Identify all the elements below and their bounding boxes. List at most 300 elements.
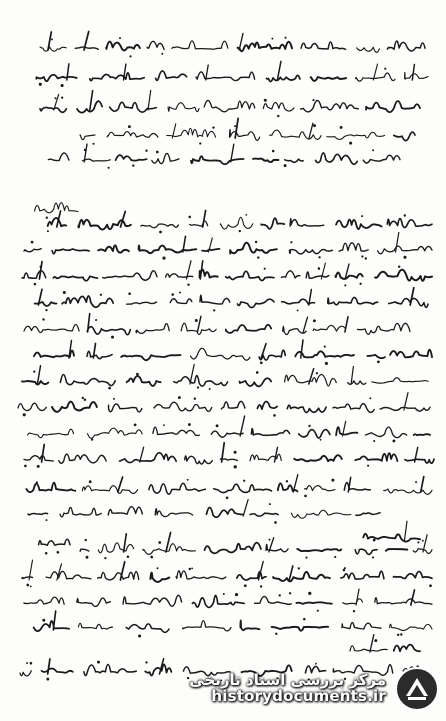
handwritten-word xyxy=(116,155,147,161)
ink-ascender xyxy=(303,317,307,332)
handwritten-word xyxy=(126,624,169,632)
ink-dot xyxy=(31,241,34,244)
ink-dot xyxy=(369,397,371,399)
handwritten-word xyxy=(387,41,425,51)
handwritten-word xyxy=(192,596,244,608)
handwritten-word xyxy=(221,401,245,409)
ink-dot xyxy=(45,552,48,555)
handwritten-word xyxy=(183,621,231,631)
ink-ascender xyxy=(356,589,359,605)
ink-dot xyxy=(316,372,318,374)
handwritten-word xyxy=(82,159,110,161)
ink-dot xyxy=(108,387,111,390)
handwritten-word xyxy=(190,221,208,226)
ink-dot xyxy=(374,639,377,642)
handwritten-word xyxy=(152,153,179,163)
handwritten-word xyxy=(238,299,275,307)
ink-ascender xyxy=(243,500,248,516)
ink-dot xyxy=(46,519,48,521)
ink-dot xyxy=(331,479,334,482)
ink-dot xyxy=(235,593,238,596)
handwritten-word xyxy=(127,302,157,304)
handwritten-word xyxy=(109,404,142,412)
ink-dot xyxy=(234,125,236,127)
ink-dot xyxy=(422,540,424,542)
handwritten-word xyxy=(136,324,169,334)
ink-dot xyxy=(127,555,129,558)
handwritten-word xyxy=(24,324,79,332)
handwritten-word xyxy=(98,572,139,580)
handwritten-word xyxy=(336,427,357,435)
ink-dot xyxy=(289,592,291,594)
ink-dot xyxy=(150,556,153,559)
ink-dot xyxy=(45,309,47,311)
ink-dot xyxy=(373,440,375,442)
ink-dot xyxy=(171,293,174,296)
handwritten-word xyxy=(26,483,75,492)
ink-ascender xyxy=(198,316,201,332)
handwritten-word xyxy=(200,295,230,304)
handwritten-word xyxy=(59,454,106,463)
handwritten-word xyxy=(107,132,158,138)
ink-ascender xyxy=(148,90,151,110)
handwritten-word xyxy=(363,155,400,163)
handwritten-word xyxy=(375,598,432,604)
ink-ascender xyxy=(203,211,206,228)
ink-dot xyxy=(272,150,275,153)
handwritten-word xyxy=(316,153,358,164)
ink-dot xyxy=(429,584,432,587)
ink-dot xyxy=(353,610,355,612)
handwritten-word xyxy=(255,596,292,604)
handwritten-word xyxy=(24,456,53,461)
ink-dot xyxy=(191,568,193,570)
handwritten-word xyxy=(90,73,144,81)
handwritten-word xyxy=(285,159,304,162)
watermark-text xyxy=(189,673,386,705)
handwritten-word xyxy=(311,77,347,81)
handwritten-word xyxy=(220,459,237,461)
handwritten-word xyxy=(22,381,48,385)
ink-dot xyxy=(243,480,245,482)
ink-dot xyxy=(179,292,181,294)
ink-dot xyxy=(213,309,215,311)
handwritten-word xyxy=(106,42,140,51)
ink-dot xyxy=(384,68,386,70)
handwritten-word xyxy=(328,297,378,304)
handwritten-word xyxy=(155,509,192,517)
handwritten-word xyxy=(149,483,206,494)
handwritten-word xyxy=(80,549,89,551)
handwritten-word xyxy=(168,103,199,112)
handwritten-word xyxy=(355,549,377,554)
ink-dot xyxy=(377,361,380,364)
handwritten-word xyxy=(87,351,112,358)
handwritten-word xyxy=(387,218,432,227)
handwritten-word xyxy=(336,220,382,230)
ink-dot xyxy=(162,257,165,260)
handwritten-word xyxy=(98,245,129,252)
ink-dot xyxy=(334,556,336,558)
ink-dot xyxy=(195,319,198,322)
ink-dot xyxy=(89,480,92,483)
handwritten-word xyxy=(214,484,272,492)
ink-dot xyxy=(275,633,277,635)
ink-dot xyxy=(234,465,237,468)
handwritten-word xyxy=(98,543,133,553)
handwritten-word xyxy=(356,513,380,516)
handwritten-word xyxy=(393,571,432,578)
ink-dot xyxy=(277,115,279,117)
ink-dot xyxy=(37,465,40,468)
handwritten-word xyxy=(150,573,169,582)
ink-dot xyxy=(255,241,257,243)
ink-ascender xyxy=(410,288,414,305)
ink-dot xyxy=(313,319,316,322)
handwritten-word xyxy=(40,47,66,51)
ink-dot xyxy=(318,267,320,269)
handwritten-word xyxy=(333,404,374,413)
ink-dot xyxy=(158,541,161,544)
ink-dot xyxy=(305,557,307,559)
ink-ascender xyxy=(423,535,427,552)
handwritten-word xyxy=(185,456,213,464)
handwritten-word xyxy=(289,250,332,254)
handwritten-word xyxy=(103,271,157,281)
ink-dot xyxy=(97,661,100,664)
ink-dot xyxy=(278,594,280,596)
watermark-url: historydocuments.ir xyxy=(211,687,386,705)
ink-dot xyxy=(403,256,406,259)
handwritten-word xyxy=(120,453,177,463)
ink-dot xyxy=(216,424,219,427)
handwritten-word xyxy=(154,402,212,411)
archive-watermark xyxy=(160,661,440,717)
handwritten-word xyxy=(88,428,143,438)
handwritten-word xyxy=(127,376,161,386)
handwritten-word xyxy=(394,132,415,141)
handwritten-word xyxy=(342,623,381,629)
ink-dot xyxy=(111,336,114,339)
ink-dot xyxy=(349,142,352,145)
handwritten-word xyxy=(267,75,300,81)
ink-ascender xyxy=(90,91,93,110)
handwritten-word xyxy=(253,159,278,163)
ink-dot xyxy=(373,539,376,542)
ink-dot xyxy=(392,439,395,442)
ink-dot xyxy=(23,413,26,416)
handwritten-word xyxy=(139,246,197,254)
handwritten-word xyxy=(375,270,432,281)
handwritten-word xyxy=(341,571,384,579)
handwritten-word xyxy=(305,486,335,491)
handwritten-word xyxy=(339,243,368,251)
ink-dot xyxy=(367,465,369,467)
ink-dot xyxy=(303,618,306,621)
handwritten-word xyxy=(108,507,142,515)
handwritten-word xyxy=(327,132,385,139)
handwritten-word xyxy=(42,669,73,673)
ink-dot xyxy=(136,373,139,376)
handwritten-word xyxy=(240,378,272,386)
handwritten-word xyxy=(147,41,164,49)
ink-dot xyxy=(325,362,328,365)
handwritten-word xyxy=(390,350,432,357)
ink-dot xyxy=(61,84,64,87)
ink-dot xyxy=(194,397,196,399)
handwritten-word xyxy=(343,599,363,604)
ink-dot xyxy=(47,230,49,232)
ink-dot xyxy=(86,556,89,559)
handwritten-word xyxy=(143,544,196,555)
handwritten-word xyxy=(336,272,363,278)
ink-dot xyxy=(61,96,63,98)
handwritten-word xyxy=(358,323,411,334)
handwritten-word xyxy=(170,299,192,304)
handwritten-word xyxy=(60,507,101,517)
ink-dot xyxy=(415,481,417,483)
handwritten-word xyxy=(121,355,180,360)
ink-ascender xyxy=(140,447,144,462)
ink-dot xyxy=(138,634,141,637)
ink-dot xyxy=(113,398,115,400)
handwritten-word xyxy=(301,101,359,112)
ink-dot xyxy=(264,99,267,102)
handwritten-word xyxy=(378,246,432,254)
handwritten-word xyxy=(290,219,324,226)
ink-dot xyxy=(159,231,162,234)
handwritten-word xyxy=(46,571,91,579)
handwritten-word xyxy=(283,326,307,334)
handwritten-word xyxy=(220,217,253,229)
ink-dot xyxy=(24,465,27,468)
handwritten-word xyxy=(250,513,278,516)
handwritten-word xyxy=(78,623,112,629)
handwritten-word xyxy=(48,153,69,161)
ink-dot xyxy=(95,319,97,321)
ink-dot xyxy=(359,283,361,285)
ink-dot xyxy=(297,309,299,311)
handwritten-word xyxy=(226,271,274,280)
handwritten-word xyxy=(380,407,430,411)
ink-dot xyxy=(361,255,363,257)
handwritten-word xyxy=(348,381,366,384)
handwritten-word xyxy=(291,510,350,518)
ink-dot xyxy=(54,97,56,99)
ink-dot xyxy=(298,567,300,569)
ink-dot xyxy=(340,126,343,129)
ink-dot xyxy=(234,451,237,454)
handwritten-word xyxy=(313,325,346,331)
ink-dot xyxy=(344,284,346,286)
ink-dot xyxy=(404,214,406,216)
handwritten-word xyxy=(306,272,329,278)
ink-dot xyxy=(84,398,86,400)
handwritten-word xyxy=(82,486,137,494)
ink-ascender xyxy=(48,659,50,674)
handwritten-word xyxy=(191,348,250,360)
ink-dot xyxy=(51,38,53,40)
handwritten-word xyxy=(20,671,31,676)
handwritten-word xyxy=(240,620,259,630)
ink-dot xyxy=(39,83,42,86)
ink-dot xyxy=(188,216,191,219)
ink-dot xyxy=(308,425,310,427)
ink-dot xyxy=(188,423,191,426)
ink-dot xyxy=(30,662,33,665)
handwritten-word xyxy=(372,378,428,383)
ink-dot xyxy=(264,268,266,270)
ink-dot xyxy=(304,495,307,498)
ink-dot xyxy=(273,414,276,417)
handwritten-word xyxy=(39,539,70,545)
handwritten-word xyxy=(261,218,284,229)
handwritten-word xyxy=(355,453,397,461)
handwritten-word xyxy=(237,572,266,580)
ink-dot xyxy=(212,126,214,128)
handwritten-word xyxy=(390,624,433,630)
watermark-title: مرکز بررسی اسناد تاریخی xyxy=(189,671,386,690)
handwritten-word xyxy=(294,455,342,461)
handwritten-word xyxy=(301,42,346,49)
ink-dot xyxy=(85,539,87,541)
ink-ascender xyxy=(405,521,408,540)
handwritten-word xyxy=(226,325,271,333)
handwritten-word xyxy=(405,459,434,463)
handwritten-word xyxy=(204,100,255,111)
ink-dot xyxy=(92,143,94,145)
handwritten-word xyxy=(230,129,260,140)
handwritten-word xyxy=(270,130,321,139)
ink-dot xyxy=(284,164,287,167)
ink-dot xyxy=(372,556,374,558)
handwritten-word xyxy=(176,571,226,579)
handwritten-word xyxy=(87,327,130,335)
handwritten-word xyxy=(297,549,341,551)
ink-dot xyxy=(245,214,247,216)
handwritten-word xyxy=(52,249,89,254)
handwritten-word xyxy=(52,402,97,412)
ink-dot xyxy=(308,592,311,595)
handwritten-word xyxy=(22,577,32,579)
ink-dot xyxy=(157,567,159,569)
handwritten-word xyxy=(77,598,111,606)
handwritten-word xyxy=(40,107,66,112)
ink-dot xyxy=(30,585,32,587)
ink-dot xyxy=(286,480,288,482)
ink-ascender xyxy=(124,534,127,552)
ink-ascender xyxy=(275,447,278,462)
ink-dot xyxy=(104,557,106,559)
ink-dot xyxy=(239,230,241,232)
ink-dot xyxy=(313,124,316,127)
ink-dot xyxy=(132,164,134,166)
ink-dot xyxy=(57,551,60,554)
ink-dot xyxy=(317,610,319,612)
ink-dot xyxy=(312,99,314,101)
ink-dot xyxy=(128,292,131,295)
ink-dot xyxy=(108,167,110,169)
handwritten-word xyxy=(75,47,98,49)
ink-dot xyxy=(26,584,29,587)
ink-dot xyxy=(36,481,38,483)
handwritten-word xyxy=(295,351,354,357)
ink-dot xyxy=(290,241,292,243)
ink-dot xyxy=(128,125,131,128)
ink-dot xyxy=(209,388,211,390)
ink-dot xyxy=(271,38,273,40)
ink-dot xyxy=(42,619,45,622)
handwritten-word xyxy=(153,427,199,435)
ink-dot xyxy=(46,217,48,219)
ink-dot xyxy=(26,662,28,664)
ink-dot xyxy=(145,661,147,663)
handwritten-word xyxy=(386,549,408,551)
ink-dot xyxy=(156,151,159,154)
ink-dot xyxy=(397,634,399,636)
handwritten-word xyxy=(405,72,428,79)
ink-dot xyxy=(372,149,374,151)
handwritten-word xyxy=(200,270,218,278)
ink-ascender xyxy=(239,33,243,50)
ink-dot xyxy=(260,585,262,587)
ink-ascender xyxy=(206,65,209,80)
handwritten-word xyxy=(367,355,385,358)
handwritten-word xyxy=(191,156,244,164)
handwritten-word xyxy=(35,203,79,213)
handwritten-word xyxy=(257,402,277,410)
ink-dot xyxy=(274,521,277,524)
handwritten-word xyxy=(263,102,294,111)
handwritten-word xyxy=(36,75,76,81)
ink-dot xyxy=(129,55,131,57)
handwritten-word xyxy=(53,276,97,280)
ink-dot xyxy=(269,503,271,505)
ink-dot xyxy=(197,386,199,388)
ink-dot xyxy=(260,361,263,364)
ink-ascender xyxy=(345,317,348,332)
handwritten-word xyxy=(123,595,182,606)
ink-dot xyxy=(344,567,346,569)
ink-dot xyxy=(398,265,400,267)
handwritten-word xyxy=(251,429,289,436)
ink-ascender xyxy=(42,445,45,463)
ink-dot xyxy=(178,396,181,399)
handwritten-word xyxy=(366,101,420,112)
handwritten-word xyxy=(238,42,292,51)
handwritten-word xyxy=(28,513,48,515)
handwritten-word xyxy=(141,224,179,228)
handwritten-word xyxy=(272,627,328,631)
ink-ascender xyxy=(411,590,415,605)
ink-dot xyxy=(42,318,44,320)
ink-ascender xyxy=(190,364,194,384)
ink-dot xyxy=(226,496,229,499)
handwritten-word xyxy=(211,431,243,437)
handwritten-word xyxy=(18,403,46,410)
handwritten-word xyxy=(174,375,228,386)
handwritten-word xyxy=(196,72,255,81)
ink-dot xyxy=(223,593,225,595)
handwritten-word xyxy=(28,429,74,437)
handwritten-word xyxy=(389,298,428,307)
handwritten-word xyxy=(287,405,326,412)
ink-ascender xyxy=(412,65,414,81)
handwritten-word xyxy=(34,351,74,358)
handwritten-word xyxy=(24,249,41,252)
handwritten-word xyxy=(202,249,219,251)
handwritten-word xyxy=(414,434,430,435)
